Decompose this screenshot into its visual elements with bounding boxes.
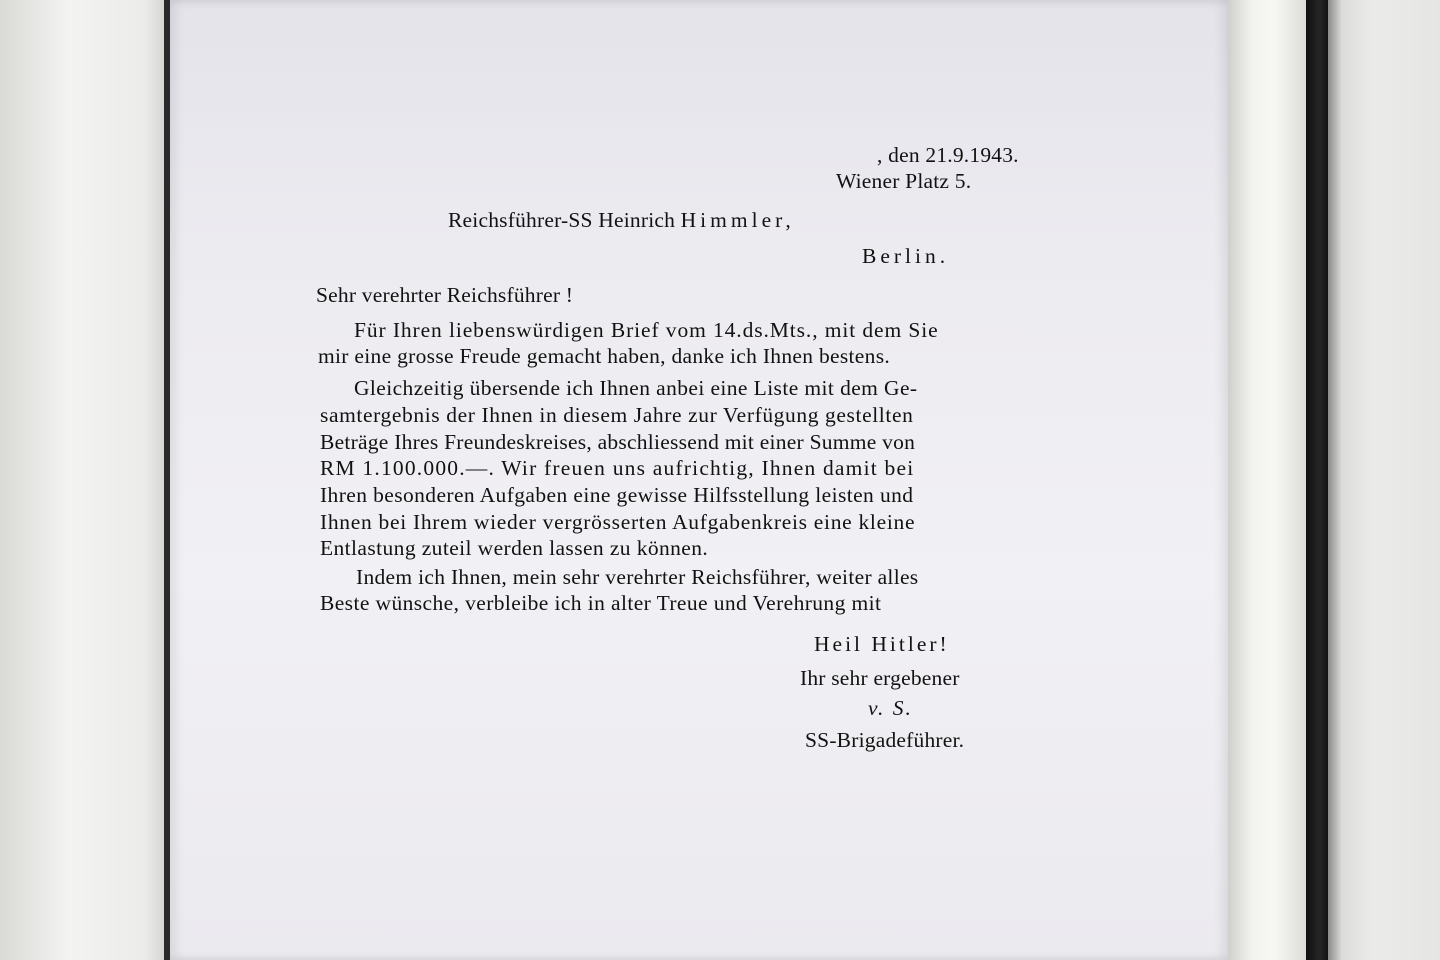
salutation: Sehr verehrter Reichsführer !	[316, 283, 574, 307]
closing-valediction: Ihr sehr ergebener	[800, 666, 960, 690]
frame-right-border	[1228, 0, 1306, 960]
paragraph-3-line: Beste wünsche, verbleibe ich in alter Treue und Verehrung mit	[320, 591, 882, 615]
adjacent-panel	[1328, 0, 1440, 960]
paragraph-2-line: Gleichzeitig übersende ich Ihnen anbei eine Liste mit dem Ge-	[354, 376, 918, 400]
recipient-surname: Himmler,	[680, 208, 795, 232]
frame-left-border	[0, 0, 170, 960]
paragraph-2-line: Ihren besonderen Aufgaben eine gewisse Hilfsstellung leisten und	[320, 483, 914, 507]
paragraph-2-line: RM 1.100.000.—. Wir freuen uns aufrichtig, Ihnen damit bei	[320, 456, 915, 480]
paragraph-3-line: Indem ich Ihnen, mein sehr verehrter Reichsführer, weiter alles	[356, 565, 919, 589]
recipient-name-prefix: Reichsführer-SS Heinrich	[448, 208, 676, 232]
recipient-name	[448, 208, 795, 233]
frame-right-edge	[1306, 0, 1328, 960]
signature-rank: SS-Brigadeführer.	[805, 728, 965, 752]
paragraph-1-line: Für Ihren liebenswürdigen Brief vom 14.ds.Mts., mit dem Sie	[354, 318, 939, 342]
paragraph-2-line: Beträge Ihres Freundeskreises, abschliessend mit einer Summe von	[320, 430, 916, 454]
paragraph-1-line: mir eine grosse Freude gemacht haben, danke ich Ihnen bestens.	[318, 344, 891, 368]
paragraph-2-line: Ihnen bei Ihrem wieder vergrösserten Aufgabenkreis eine kleine	[320, 510, 916, 534]
closing-greeting: Heil Hitler!	[814, 632, 950, 656]
paragraph-2-line: samtergebnis der Ihnen in diesem Jahre zur Verfügung gestellten	[320, 403, 914, 427]
adjacent-panel-shadow	[1328, 0, 1342, 960]
recipient-city: Berlin.	[862, 244, 950, 268]
date-line: , den 21.9.1943.	[877, 143, 1019, 167]
signature-initials: v. S.	[868, 696, 913, 720]
address-line: Wiener Platz 5.	[836, 169, 972, 193]
paragraph-2-line: Entlastung zuteil werden lassen zu können.	[320, 536, 709, 560]
